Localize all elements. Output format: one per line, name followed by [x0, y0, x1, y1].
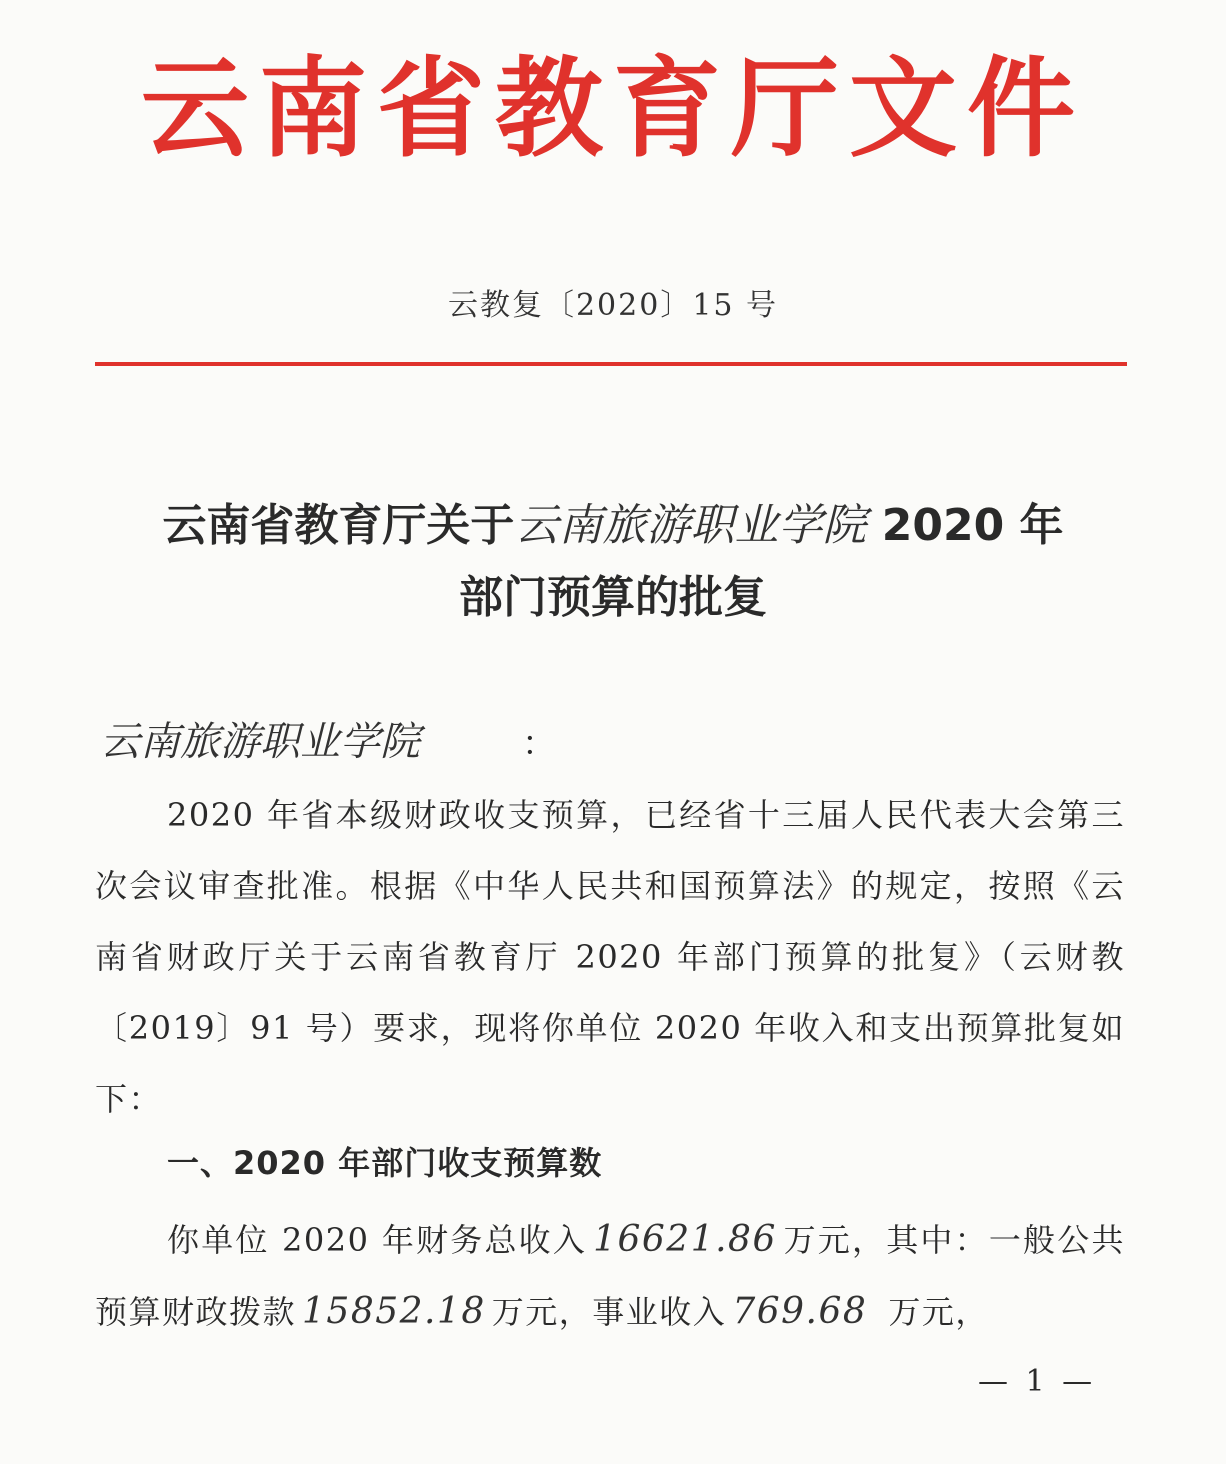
document-number: 云教复〔2020〕15 号 [447, 288, 779, 323]
red-divider-line [95, 362, 1127, 366]
title-suffix: 2020 年 [881, 500, 1064, 551]
total-income-amount: 16621.86 [593, 1219, 777, 1260]
budget-paragraph [95, 1204, 1125, 1348]
budget-text-d: 万元， [888, 1293, 989, 1331]
title-line-2: 部门预算的批复 [459, 572, 767, 623]
masthead-title: 云南省教育厅文件 [140, 47, 1085, 172]
page-number: — 1 — [978, 1364, 1097, 1399]
budget-text-c: 万元，事业收入 [491, 1293, 727, 1331]
budget-text-b: 万元，其中：一般公共预算财政拨款 [95, 1221, 1125, 1331]
budget-text-a: 你单位 2020 年财务总收入 [167, 1221, 588, 1259]
fiscal-appropriation-amount: 15852.18 [302, 1291, 486, 1332]
business-income-amount: 769.68 [732, 1291, 868, 1332]
recipient-name: 云南旅游职业学院 [100, 719, 420, 765]
recipient-colon: ： [522, 724, 556, 764]
title-prefix: 云南省教育厅关于 [162, 500, 515, 551]
title-handwritten-unit: 云南旅游职业学院 [514, 500, 867, 551]
section-heading: 一、2020 年部门收支预算数 [167, 1144, 603, 1182]
body-paragraph: 2020 年省本级财政收支预算，已经省十三届人民代表大会第三次会议审查批准。根据《中华人民共和国预算法》的规定，按照《云南省财政厅关于云南省教育厅 2020 年部门预算的批复》（云财教〔2019〕91 号）要求，现将你单位 2020 年收入和支出预算批复如下： [95, 796, 1125, 1118]
document-title [95, 490, 1131, 634]
